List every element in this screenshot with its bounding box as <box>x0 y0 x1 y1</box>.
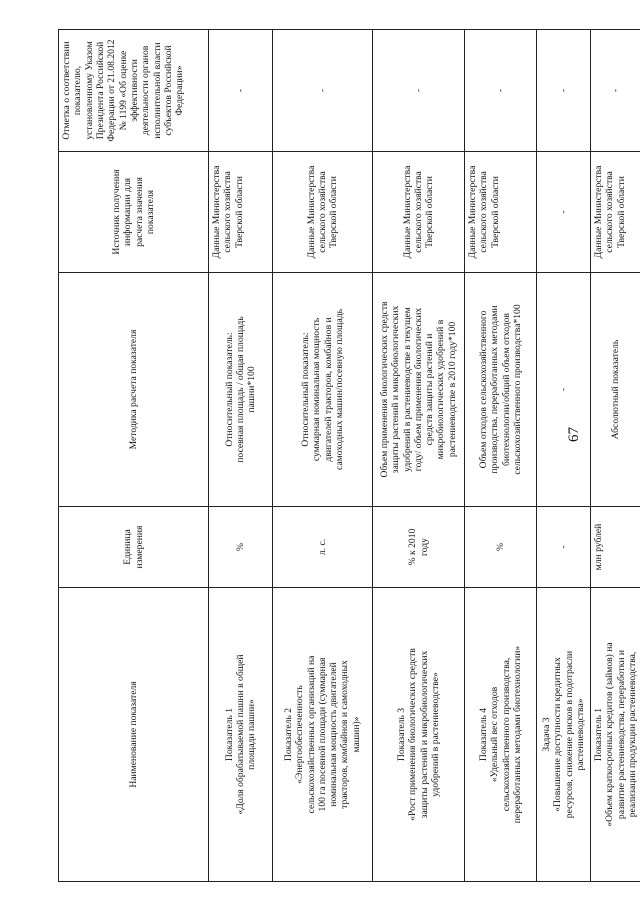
table-row <box>209 30 273 882</box>
indicators-table <box>58 29 640 882</box>
row-mark: - <box>537 30 591 152</box>
row-unit: % <box>209 507 273 588</box>
row-name: Показатель 1 «Объем краткосрочных кредитов (займов) на развитие растениеводства, переработки и реализации продукции растениеводства, <box>591 588 640 882</box>
table-row <box>373 30 465 882</box>
row-unit: - <box>537 507 591 588</box>
row-unit: млн рублей <box>591 507 640 588</box>
row-method: Абсолютный показатель <box>591 273 640 507</box>
row-method: - <box>537 273 591 507</box>
row-mark: - <box>209 30 273 152</box>
row-unit: % к 2010 году <box>373 507 465 588</box>
header-unit: Единица измерения <box>59 507 209 588</box>
header-mark: Отметка о соответствии показателю, установленному Указом Президента Российской Федерации от 21.08.2012 № 1199 «Об оценке эффективности деятельности органов исполнительной власти субъектов Российской Федерации» <box>59 30 209 152</box>
row-source: Данные Министерства сельского хозяйства Тверской области <box>273 152 373 273</box>
row-name: Показатель 4 «Удельный вес отходов сельскохозяйственного производства, переработанных методами биотехнологии» <box>465 588 537 882</box>
row-mark: - <box>373 30 465 152</box>
header-source: Источник получения информации для расчета значения показателя <box>59 152 209 273</box>
row-source: Данные Министерства сельского хозяйства Тверской области <box>591 152 640 273</box>
row-method: Относительный показатель: посевная площадь / общая площадь пашни*100 <box>209 273 273 507</box>
row-mark: - <box>465 30 537 152</box>
row-method: Объем применения биологических средств защиты растений и микробиологических удобрений в растениеводстве в текущем году/ объем применения биологических средств защиты растений и микробиологических удобрений в растениеводстве в 2010 году*100 <box>373 273 465 507</box>
row-source: Данные Министерства сельского хозяйства Тверской области <box>465 152 537 273</box>
row-method: Объем отходов сельскохозяйственного производства, переработанных методами биотехнологии/общий объем отходов сельскохозяйственного производства*100 <box>465 273 537 507</box>
header-method: Методика расчета показателя <box>59 273 209 507</box>
table-row <box>465 30 537 882</box>
table-row <box>537 30 591 882</box>
row-source: - <box>537 152 591 273</box>
rotated-table-wrapper <box>58 30 638 882</box>
row-method: Относительный показатель: суммарная номинальная мощность двигателей тракторов, комбайнов и самоходных машин/посевную площадь <box>273 273 373 507</box>
row-name: Показатель 1 «Доля обрабатываемой пашни в общей площади пашни» <box>209 588 273 882</box>
row-source: Данные Министерства сельского хозяйства Тверской области <box>209 152 273 273</box>
row-name: Задача 3 «Повышение доступности кредитных ресурсов, снижение рисков в подотрасли растениеводства» <box>537 588 591 882</box>
row-name: Показатель 3 «Рост применения биологических средств защиты растений и микробиологических удобрений в растениеводстве» <box>373 588 465 882</box>
table-header-row <box>59 30 209 882</box>
row-source: Данные Министерства сельского хозяйства Тверской области <box>373 152 465 273</box>
row-mark: - <box>591 30 640 152</box>
header-name: Наименование показателя <box>59 588 209 882</box>
row-name: Показатель 2 «Энергообеспеченность сельскохозяйственных организаций на 100 га посевной площади (суммарная номинальная мощность двигателей тракторов, комбайнов и самоходных машин)» <box>273 588 373 882</box>
row-mark: - <box>273 30 373 152</box>
page-number: 67 <box>566 427 582 442</box>
table-row <box>273 30 373 882</box>
row-unit: % <box>465 507 537 588</box>
row-unit: л. с. <box>273 507 373 588</box>
table-row <box>591 30 640 882</box>
